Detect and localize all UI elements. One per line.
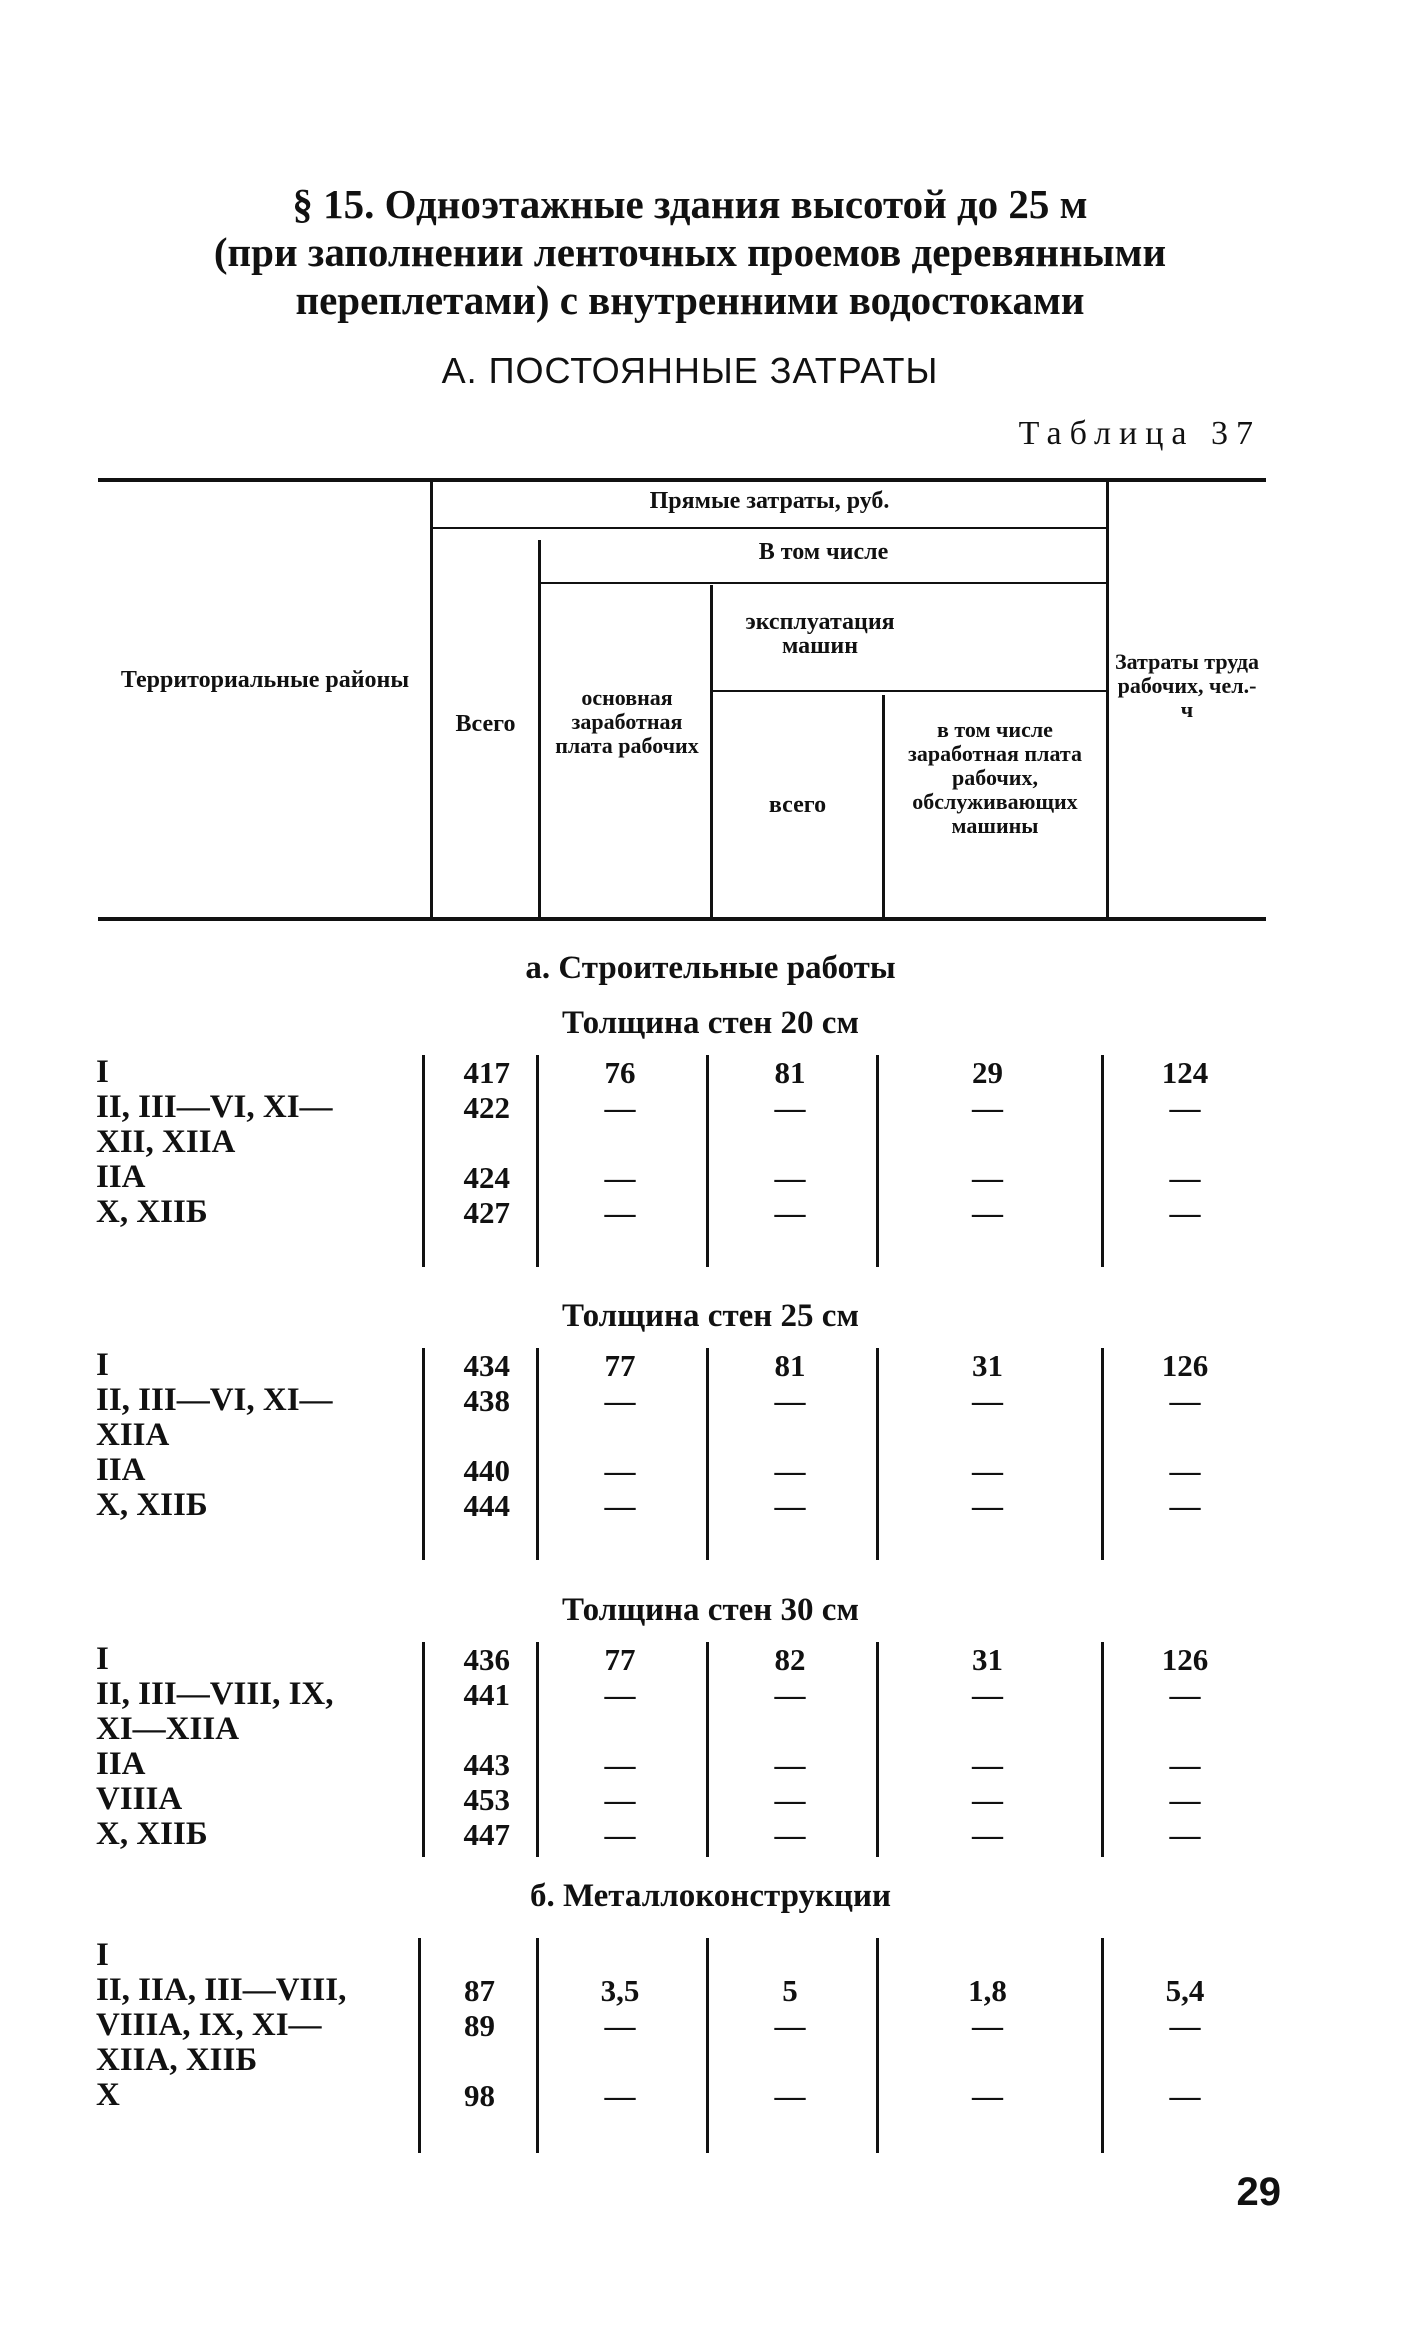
table-cell: 441 xyxy=(463,1677,510,1712)
table-cell: — xyxy=(972,1090,1003,1125)
table-cell: 438 xyxy=(463,1383,510,1418)
table-cell: — xyxy=(774,2008,806,2043)
column-divider xyxy=(536,1938,539,2153)
table-cell: — xyxy=(774,1090,806,1125)
region-line: XIIA xyxy=(96,1417,170,1453)
header-machines-total: всего xyxy=(768,792,827,818)
table-cell: 422 xyxy=(463,1090,510,1125)
table-cell: 453 xyxy=(463,1782,510,1817)
header-hline xyxy=(541,582,1106,584)
region-line: VIIIA xyxy=(96,1781,183,1817)
table-cell: 443 xyxy=(463,1747,510,1782)
table-cell: — xyxy=(972,1195,1003,1230)
table-cell: — xyxy=(774,1747,806,1782)
column-divider xyxy=(706,1642,709,1857)
data-group xyxy=(0,1055,1421,1267)
header-direct-costs: Прямые затраты, руб. xyxy=(649,488,890,514)
table-cell: — xyxy=(972,2008,1003,2043)
column-divider xyxy=(418,1938,421,2153)
region-line: I xyxy=(96,1054,109,1090)
table-cell: — xyxy=(1169,1488,1201,1523)
group-subheading: Толщина стен 25 см xyxy=(562,1298,859,1334)
table-cell: — xyxy=(1169,2078,1201,2113)
table-cell: — xyxy=(604,2008,636,2043)
table-cell: 440 xyxy=(463,1453,510,1488)
header-machines-wages: в том числе заработная плата рабочих, обслуживающих машины xyxy=(908,717,1082,838)
table-cell: — xyxy=(774,1782,806,1817)
column-divider xyxy=(536,1348,539,1560)
table-cell: — xyxy=(604,1090,636,1125)
table-cell: 5,4 xyxy=(1165,1973,1205,2008)
table-cell: 77 xyxy=(604,1642,636,1677)
table-cell: — xyxy=(1169,1747,1201,1782)
table-cell: 76 xyxy=(604,1055,636,1090)
region-line: XI—XIIA xyxy=(96,1711,240,1747)
table-cell: 77 xyxy=(604,1348,636,1383)
table-cell: — xyxy=(972,1782,1003,1817)
table-cell: 444 xyxy=(463,1488,510,1523)
title-line: переплетами) с внутренними водостоками xyxy=(295,277,1085,323)
region-list xyxy=(96,1938,416,2113)
header-hline xyxy=(433,527,1106,529)
data-group xyxy=(0,1938,1421,2153)
region-line: X, XIIБ xyxy=(96,1816,208,1852)
column-divider xyxy=(876,1642,879,1857)
table-cell: 427 xyxy=(463,1195,510,1230)
region-line: II, III—VI, XI— xyxy=(96,1382,333,1418)
header-vline xyxy=(430,482,433,917)
table-cell: — xyxy=(774,1677,806,1712)
table-cell: — xyxy=(1169,1195,1201,1230)
table-cell: 1,8 xyxy=(968,1973,1007,2008)
header-bottom-rule xyxy=(98,917,1266,921)
table-cell: — xyxy=(972,2078,1003,2113)
region-line: II, III—VIII, IX, xyxy=(96,1676,334,1712)
region-list xyxy=(96,1642,416,1852)
column-divider xyxy=(422,1055,425,1267)
table-cell: 417 xyxy=(463,1055,510,1090)
table-cell: — xyxy=(604,1383,636,1418)
group-subheading: Толщина стен 20 см xyxy=(562,1005,859,1041)
column-divider xyxy=(876,1055,879,1267)
section-heading: б. Металлоконструкции xyxy=(529,1878,892,1914)
table-cell: 81 xyxy=(774,1055,806,1090)
page-number: 29 xyxy=(1236,2170,1281,2214)
column-divider xyxy=(706,1938,709,2153)
table-cell: — xyxy=(604,1747,636,1782)
region-line: X, XIIБ xyxy=(96,1194,208,1230)
column-divider xyxy=(536,1642,539,1857)
table-cell: — xyxy=(604,1160,636,1195)
table-cell: 31 xyxy=(972,1642,1003,1677)
header-vline xyxy=(710,585,713,917)
table-cell: — xyxy=(972,1677,1003,1712)
table-cell: — xyxy=(604,1782,636,1817)
table-cell: — xyxy=(774,1817,806,1852)
column-divider xyxy=(1101,1938,1104,2153)
table-cell: — xyxy=(604,1488,636,1523)
table-cell: — xyxy=(1169,1383,1201,1418)
table-cell: 31 xyxy=(972,1348,1003,1383)
header-top-rule xyxy=(98,478,1266,482)
section-heading: а. Строительные работы xyxy=(525,950,896,986)
table-cell: 434 xyxy=(463,1348,510,1383)
table-cell: — xyxy=(1169,1090,1201,1125)
table-cell: — xyxy=(1169,1817,1201,1852)
region-line: VIIIA, IX, XI— xyxy=(96,2007,322,2043)
region-line: IIA xyxy=(96,1159,146,1195)
table-cell: — xyxy=(972,1747,1003,1782)
table-cell: — xyxy=(774,1383,806,1418)
header-labor: Затраты труда рабочих, чел.-ч xyxy=(1114,649,1260,722)
column-divider xyxy=(706,1348,709,1560)
table-cell: — xyxy=(774,2078,806,2113)
column-divider xyxy=(422,1348,425,1560)
table-cell: — xyxy=(972,1817,1003,1852)
region-line: II, III—VI, XI— xyxy=(96,1089,333,1125)
column-divider xyxy=(536,1055,539,1267)
header-vline xyxy=(882,695,885,917)
column-divider xyxy=(876,1938,879,2153)
table-cell: 126 xyxy=(1161,1642,1209,1677)
table-cell: 29 xyxy=(972,1055,1003,1090)
header-including: В том числе xyxy=(758,539,889,565)
region-line: I xyxy=(96,1347,109,1383)
header-total: Всего xyxy=(455,711,516,737)
data-group xyxy=(0,1642,1421,1857)
table-cell: 87 xyxy=(464,1973,495,2008)
header-regions: Территориальные районы xyxy=(120,667,410,693)
column-divider xyxy=(876,1348,879,1560)
header-wages: основная заработная плата рабочих xyxy=(555,685,699,758)
table-cell: — xyxy=(972,1453,1003,1488)
region-line: IIA xyxy=(96,1746,146,1782)
table-cell: — xyxy=(1169,1160,1201,1195)
table-cell: — xyxy=(774,1488,806,1523)
column-divider xyxy=(1101,1055,1104,1267)
table-cell: 3,5 xyxy=(600,1973,640,2008)
region-line: I xyxy=(96,1937,109,1973)
title-line: § 15. Одноэтажные здания высотой до 25 м xyxy=(292,181,1088,227)
region-list xyxy=(96,1348,416,1523)
table-cell: — xyxy=(972,1160,1003,1195)
group-subheading: Толщина стен 30 см xyxy=(562,1592,859,1628)
table-cell: 126 xyxy=(1161,1348,1209,1383)
table-cell: 436 xyxy=(463,1642,510,1677)
table-cell: — xyxy=(972,1488,1003,1523)
column-divider xyxy=(706,1055,709,1267)
table-cell: — xyxy=(972,1383,1003,1418)
table-cell: 98 xyxy=(464,2078,495,2113)
table-cell: — xyxy=(774,1195,806,1230)
column-divider xyxy=(1101,1642,1104,1857)
table-label: Таблица 37 xyxy=(1018,415,1261,452)
region-line: II, IIA, III—VIII, xyxy=(96,1972,347,2008)
table-cell: — xyxy=(604,2078,636,2113)
table-cell: — xyxy=(1169,1782,1201,1817)
table-cell: — xyxy=(774,1160,806,1195)
region-list xyxy=(96,1055,416,1230)
region-line: X, XIIБ xyxy=(96,1487,208,1523)
region-line: XII, XIIA xyxy=(96,1124,236,1160)
table-cell: — xyxy=(604,1195,636,1230)
subtitle: А. ПОСТОЯННЫЕ ЗАТРАТЫ xyxy=(441,350,939,391)
header-vline xyxy=(1106,482,1109,917)
table-cell: — xyxy=(604,1677,636,1712)
table-cell: 424 xyxy=(463,1160,510,1195)
table-cell: 89 xyxy=(464,2008,495,2043)
header-vline xyxy=(538,540,541,917)
page-title xyxy=(100,180,1280,324)
table-cell: 447 xyxy=(463,1817,510,1852)
table-cell: — xyxy=(774,1453,806,1488)
table-cell: — xyxy=(1169,1677,1201,1712)
title-line: (при заполнении ленточных проемов деревянными xyxy=(213,229,1167,275)
region-line: XIIA, XIIБ xyxy=(96,2042,258,2078)
table-cell: — xyxy=(604,1453,636,1488)
column-divider xyxy=(422,1642,425,1857)
table-cell: — xyxy=(1169,2008,1201,2043)
table-cell: 82 xyxy=(774,1642,806,1677)
table-cell: 124 xyxy=(1161,1055,1209,1090)
header-hline xyxy=(713,690,1106,692)
table-cell: 5 xyxy=(782,1973,798,2008)
header-machines: эксплуатация машин xyxy=(745,609,895,659)
table-cell: 81 xyxy=(774,1348,806,1383)
data-group xyxy=(0,1348,1421,1560)
region-line: IIA xyxy=(96,1452,146,1488)
region-line: I xyxy=(96,1641,109,1677)
region-line: X xyxy=(96,2077,120,2113)
table-cell: — xyxy=(604,1817,636,1852)
table-cell: — xyxy=(1169,1453,1201,1488)
column-divider xyxy=(1101,1348,1104,1560)
